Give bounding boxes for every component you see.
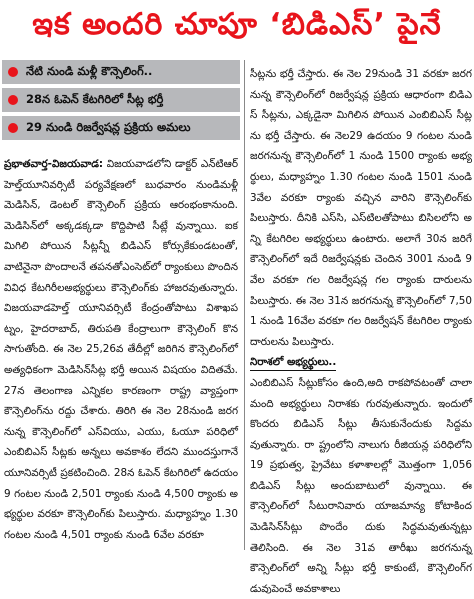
article-subhead: నిరాశలో అభ్యర్థులు.. (250, 354, 336, 371)
article-body-right-2: ఎంబిబిఎస్ సీట్లుకోసం ఉంది,అది రాకపోవటంతో చాలా మంది అభ్యర్థులు నిరాశకు గురవుతున్నారు. ఇందులో కొందరు బిడిఎస్ సీట్లు తీసుకునేందుకు సిద్దమవుతున్నారు. రా ష్ట్రంలోని నాలుగు రీజియన్ల పరిధిలోని 19 ప్రభుత్వ, ప్రైవేటు కళాశాలల్లో మొత్తంగా 1,056 బిడిఎస్ సీట్లు అందుబాటులో వున్నాయి. ఈ కౌన్సెలింగ్‌లో సీటురానివారు యాజమాన్య కోటాకింద మెడిసిన్‌సీట్లు పొందేం దుకు సిద్ధమవుతున్నట్లు తెలిసింది. ఈ నెల 31వ తారీఖు జరగనున్న కౌన్సెలింగ్‌లో అన్ని సీట్లు భర్తీ కాకుంటే, కౌన్సెలింగ్‌గడువుపెంచే అవకాశాలు (250, 376, 472, 595)
dateline: ప్రభాతవార్త-విజయవాడ: (4, 158, 104, 170)
article-paragraph (4, 154, 238, 545)
headline: ఇక అందరి చూపూ ‘బిడిఎస్’ పైనే (32, 7, 442, 42)
column-divider (244, 60, 245, 550)
red-dot-icon (8, 95, 18, 105)
red-dot-icon (8, 67, 18, 77)
article-body-right: సీట్లను భర్తీ చేస్తారు. ఈ నెల 29నుండి 31 వరకూ జరగనున్న కౌన్సెలింగ్‌లో రిజర్వేషన్ల ప్రక్రియ ఆధారంగా బిడిఎస్ సీట్లను, ఎక్కడైనా మిగిలిన పోయిన ఎంబిబిఎస్ సీట్లను భర్తీ చేస్తారు. ఈ నెల29 ఉదయం 9 గంటల నుండి జరగనున్న కౌన్సెలింగ్‌లో 1 నుండి 1500 ర్యాంకు అభ్యర్థులు, మధ్యాహ్నం 1.30 గంటల నుండి 1501 నుండి 3వేల వరకూ ర్యాంకు వచ్చిన వారిని కౌన్సెలింగ్‌కు పిలుస్తారు. దీనికి ఎస్‌సి, ఎస్‌టిలతోపాటు బిసిలలోని అన్ని కేటగిరిల అభ్యర్థులు ఉంటారు. అలాగే 30న జరిగే కౌన్సెలింగ్‌లో ఇదే రిజర్వేషన్లకు చెందిన 3001 నుండి 9వేల వరకూ గల రిజర్వేషన్ల గల ర్యాంకు దారులను పిలుస్తారు. ఈ నెల 31న జరగనున్న కౌన్సెలింగ్‌లో 7,501 నుండి 16వేల వరకూ గల రిజర్వేషన్ కేటగిరిల ర్యాంకు దారులను పిలుస్తారు. (250, 68, 472, 348)
highlight-text: 29 నుండి రిజర్వేషన్ల ప్రక్రియ అమలు (26, 119, 191, 134)
article-right-column (250, 64, 472, 595)
highlight-item (2, 88, 240, 112)
highlight-text: 28న ఓపెన్ కేటగిరిలో సీట్ల భర్తీ (26, 91, 164, 106)
red-dot-icon (8, 123, 18, 133)
highlights-box (2, 60, 240, 140)
highlight-item (2, 116, 240, 140)
article-body-left: విజయవాడలోని డాక్టర్ ఎన్‌టిఆర్ హెల్త్‌యూనివర్సిటీ పర్యవేక్షణలో బుధవారం నుండిమళ్లీ మెడిసిన్, డెంటల్ కౌన్సెలింగ్ ప్రక్రియ ఆరంభంకానుంది. మెడిసిన్‌లో అక్కడక్కడా కొద్దిపాటి సీట్లే వున్నాయి. ఐకమిగిలి పోయిన సీట్లన్నీ బిడిఎస్ కోర్సుకేకుండటంతో, వాటినైనా పొందాలనే తపనతోఎంసెట్‌లో ర్యాంకులు పొందిన వివిధ కేటగిరీలఅభ్యర్థులు కౌన్సెలింగ్‌కు హాజరవుతున్నారు. విజయవాడహెల్త్ యూనివర్సిటీ కేంద్రంతోపాటు విశాఖపట్నం, హైదరాబాద్, తిరుపతి కేంద్రాలుగా కౌన్సెలింగ్ కొనసాగుతోంది. ఈ నెల 25,26వ తేదీల్లో జరిగిన కౌన్సెలింగ్‌లో అత్యధికంగా మెడిసిన్‌సీట్ల భర్తీ అయిన విషయం విదితమే. 27న తెలంగాణ ఎన్నికల కారణంగా రాష్ట్ర వ్యాప్తంగా కౌన్సెలింగ్‌ను రద్దు చేశారు. తిరిగి ఈ నెల 28నుండి జరగనున్న కౌన్సెలింగ్‌లో ఎస్‌వియు, ఎయు, ఓయూ పరిధిలో ఎంబిబిఎస్ సీట్లకు అన్నలు అవకాశం లేదని ముందస్తుగానే యూనివర్సిటీ ప్రకటించింది. 28న ఓపెన్ కేటగిరిలో ఉదయం 9 గంటల నుండి 2,501 ర్యాంకు నుండి 4,500 ర్యాంకు అభ్యర్థుల వరకూ కౌన్సెలింగ్‌కు పిలుస్తారు. మధ్యాహ్నం 1.30 గంటల నుండి 4,501 ర్యాంకు నుండి 6వేల వరకూ (4, 158, 238, 541)
article-left-column (4, 154, 238, 550)
highlight-text: నేటి నుండి మళ్లీ కౌన్సెలింగ్.. (26, 63, 153, 78)
highlight-item (2, 60, 240, 84)
